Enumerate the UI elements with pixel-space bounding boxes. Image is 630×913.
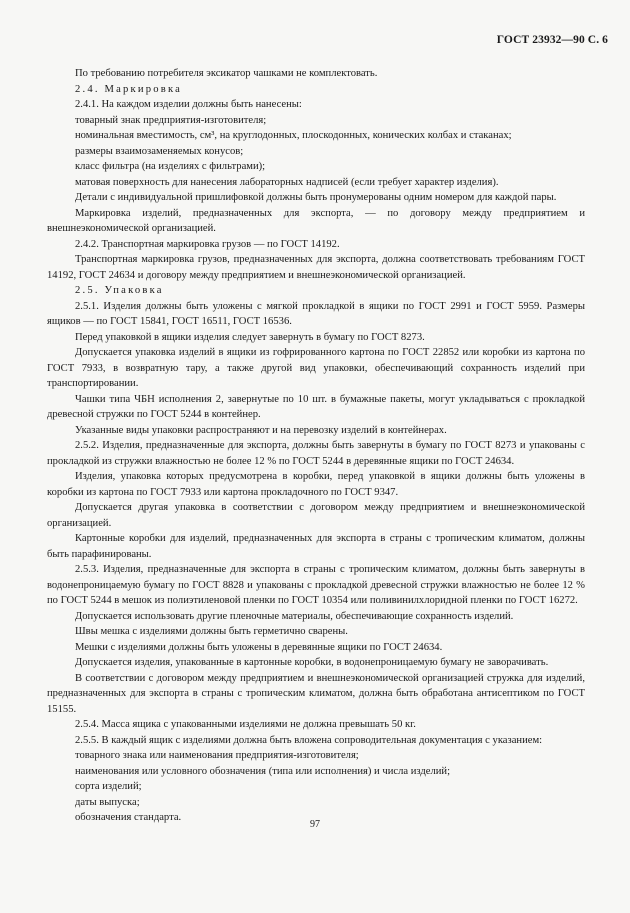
list-item: размеры взаимозаменяемых конусов; — [75, 145, 244, 157]
paragraph: 2.5.4. Масса ящика с упакованными изделиями не должна превышать 50 кг. — [75, 719, 416, 730]
paragraph: Картонные коробки для изделий, предназначенных для экспорта в страны с тропическим климатом, должны быть парафинированы. — [47, 533, 585, 560]
paragraph: Допускается упаковка изделий в ящики из гофрированного картона по ГОСТ 22852 или коробки из картона по ГОСТ 7933, в возвратную тару, а также другой вид упаковки, обеспечивающий сохранность изделий при транспортировании. — [47, 347, 585, 389]
paragraph: Мешки с изделиями должны быть уложены в деревянные ящики по ГОСТ 24634. — [75, 641, 443, 653]
paragraph: Перед упаковкой в ящики изделия следует завернуть в бумагу по ГОСТ 8273. — [75, 331, 425, 343]
document-body — [47, 66, 585, 826]
list-item: даты выпуска; — [75, 796, 140, 808]
paragraph: 2.4.1. На каждом изделии должны быть нанесены: — [75, 99, 302, 110]
section-heading-packing: 2.5. Упаковка — [75, 285, 164, 296]
paragraph: Детали с индивидуальной пришлифовкой должны быть пронумерованы одним номером для каждой пары. — [75, 192, 557, 203]
paragraph: Чашки типа ЧБН исполнения 2, завернутые по 10 шт. в бумажные пакеты, могут укладываться с прокладкой древесной стружки по ГОСТ 5244 в контейнер. — [47, 393, 585, 420]
list-item: обозначения стандарта. — [75, 812, 182, 823]
paragraph: 2.5.2. Изделия, предназначенные для экспорта, должны быть завернуты в бумагу по ГОСТ 8273 и упакованы с прокладкой из стружки влажностью не более 12 % по ГОСТ 5244 в деревянные ящики по ГОСТ 24634. — [47, 440, 585, 467]
paragraph: Швы мешка с изделиями должны быть герметично сварены. — [75, 626, 348, 637]
list-item: товарный знак предприятия-изготовителя; — [75, 114, 267, 126]
section-heading-marking: 2.4. Маркировка — [75, 83, 183, 95]
page-header: ГОСТ 23932—90 С. 6 — [496, 34, 608, 46]
paragraph: Указанные виды упаковки распространяют и на перевозку изделий в контейнерах. — [75, 424, 447, 436]
paragraph: Допускается изделия, упакованные в картонные коробки, в водонепроницаемую бумагу не заворачивать. — [75, 657, 549, 668]
paragraph: Маркировка изделий, предназначенных для экспорта, — по договору между предприятием и внешнеэкономической организацией. — [47, 207, 585, 234]
list-item: класс фильтра (на изделиях с фильтрами); — [75, 161, 266, 172]
page-number: 97 — [310, 819, 320, 830]
list-item: наименования или условного обозначения (типа или исполнения) и числа изделий; — [75, 765, 451, 777]
paragraph: Допускается использовать другие пленочные материалы, обеспечивающие сохранность изделий. — [75, 610, 514, 622]
paragraph: 2.4.2. Транспортная маркировка грузов — по ГОСТ 14192. — [75, 238, 340, 250]
list-item: сорта изделий; — [75, 781, 142, 792]
paragraph: 2.5.1. Изделия должны быть уложены с мягкой прокладкой в ящики по ГОСТ 2991 и ГОСТ 5959. Размеры ящиков — по ГОСТ 15841, ГОСТ 16511, ГОСТ 16536. — [47, 300, 585, 327]
list-item: номинальная вместимость, см³, на круглодонных, плоскодонных, конических колбах и стаканах; — [75, 130, 512, 141]
paragraph: В соответствии с договором между предприятием и внешнеэкономической организацией стружка для изделий, предназначенных для экспорта в страны с тропическим климатом, должна быть обработана антисептиком по ГОСТ 15155. — [47, 672, 585, 715]
list-item: матовая поверхность для нанесения лабораторных надписей (если требует характер изделия). — [75, 176, 499, 188]
list-item: товарного знака или наименования предприятия-изготовителя; — [75, 750, 359, 761]
paragraph: 2.5.5. В каждый ящик с изделиями должна быть вложена сопроводительная документация с указанием: — [75, 734, 543, 746]
paragraph: Транспортная маркировка грузов, предназначенных для экспорта, должна соответствовать требованиям ГОСТ 14192, ГОСТ 24634 и договору между предприятием и внешнеэкономической организацией. — [47, 254, 585, 281]
paragraph: Допускается другая упаковка в соответствии с договором между предприятием и внешнеэкономической организацией. — [47, 502, 585, 529]
paragraph: По требованию потребителя эксикатор чашками не комплектовать. — [75, 68, 378, 79]
paragraph: 2.5.3. Изделия, предназначенные для экспорта в страны с тропическим климатом, должны быть завернуты в водонепроницаемую бумагу по ГОСТ 8828 и упакованы с прокладкой древесной стружки влажностью не более 12 % по ГОСТ 5244 в мешок из полиэтиленовой пленки по ГОСТ 10354 или поливинилхлоридной пленки по ГОСТ 16272. — [47, 564, 585, 606]
paragraph: Изделия, упаковка которых предусмотрена в коробки, перед упаковкой в ящики должны быть уложены в коробки из картона по ГОСТ 7933 или картона прокладочного по ГОСТ 9347. — [47, 471, 585, 498]
